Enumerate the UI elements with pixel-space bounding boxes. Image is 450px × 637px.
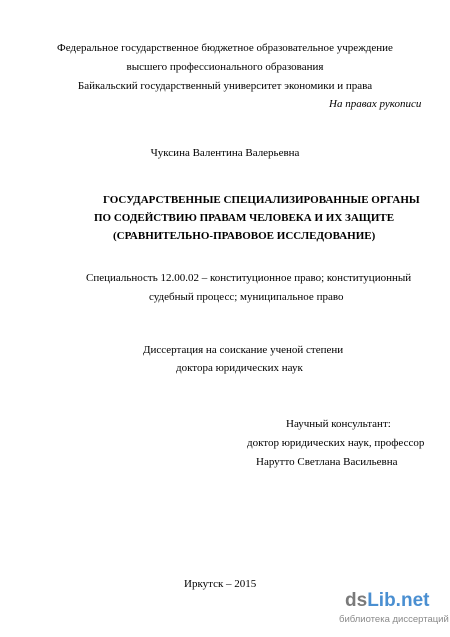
dslib-logo — [345, 590, 429, 612]
institution-line-3: Байкальский государственный университет экономики и права — [77, 80, 373, 92]
title-line-3: (СРАВНИТЕЛЬНО-ПРАВОВОЕ ИССЛЕДОВАНИЕ) — [113, 230, 376, 242]
consultant-label: Научный консультант: — [286, 418, 391, 430]
specialty-line-2: судебный процесс; муниципальное право — [149, 291, 344, 303]
manuscript-note: На правах рукописи — [329, 98, 422, 110]
title-line-1: ГОСУДАРСТВЕННЫЕ СПЕЦИАЛИЗИРОВАННЫЕ ОРГАНЫ — [103, 194, 420, 206]
institution-line-1: Федеральное государственное бюджетное образовательное учреждение — [57, 42, 393, 54]
dslib-watermark — [339, 590, 449, 630]
place-and-year: Иркутск – 2015 — [184, 578, 257, 590]
degree-line-2: доктора юридических наук — [176, 362, 303, 374]
dslib-logo-part-2: Lib.net — [367, 590, 430, 611]
consultant-name: Нарутто Светлана Васильевна — [256, 456, 398, 468]
dslib-logo-part-1: ds — [345, 590, 368, 611]
specialty-line-1: Специальность 12.00.02 – конституционное право; конституционный — [86, 272, 412, 284]
title-line-2: ПО СОДЕЙСТВИЮ ПРАВАМ ЧЕЛОВЕКА И ИХ ЗАЩИТЕ — [94, 212, 395, 224]
institution-line-2: высшего профессионального образования — [126, 61, 324, 73]
consultant-title: доктор юридических наук, профессор — [247, 437, 425, 449]
dslib-subtitle: библиотека диссертаций — [339, 614, 449, 625]
author-name: Чуксина Валентина Валерьевна — [150, 147, 300, 159]
degree-line-1: Диссертация на соискание ученой степени — [143, 344, 344, 356]
